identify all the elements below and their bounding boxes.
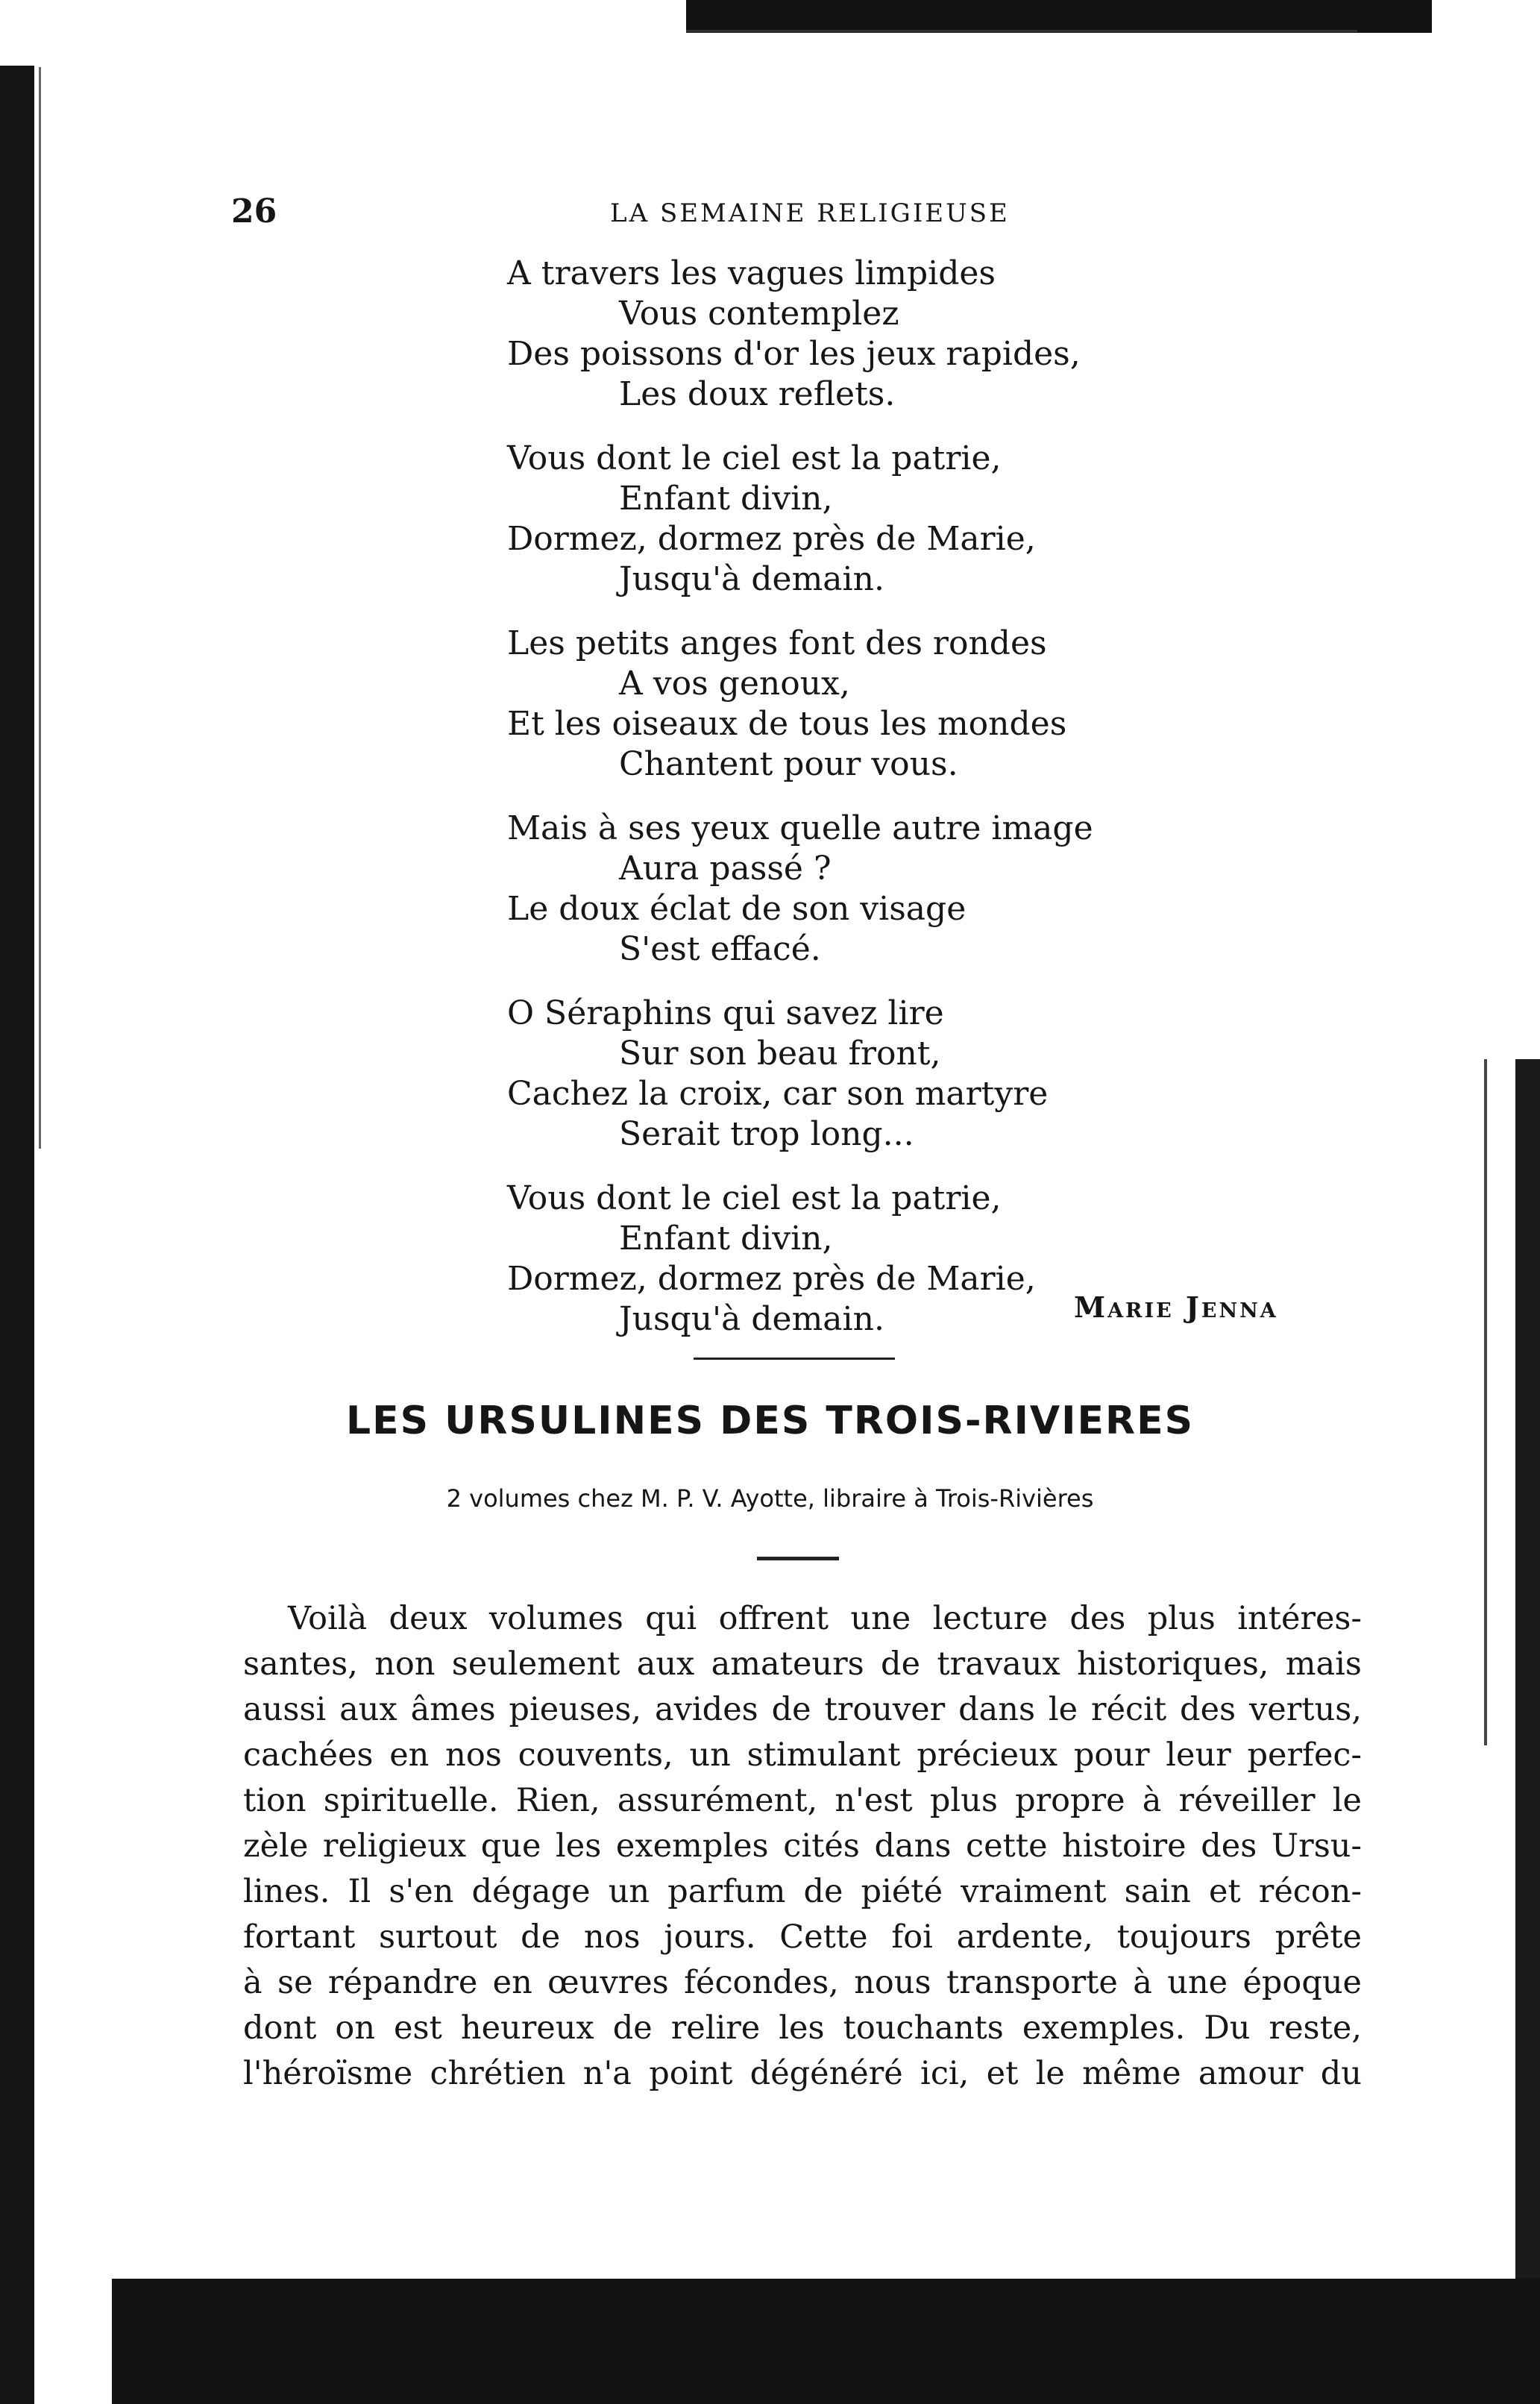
poem (507, 254, 1327, 1363)
poem-verse: A vos genoux, (619, 665, 850, 703)
article-line: tion spirituelle. Rien, assurément, n'est plus propre à réveiller le (243, 1782, 1362, 1819)
poem-verse: Mais à ses yeux quelle autre image (507, 809, 1093, 847)
scan-border-top (686, 0, 1432, 33)
page-header (231, 192, 1350, 237)
article-line: fortant surtout de nos jours. Cette foi ardente, toujours prête (243, 1918, 1362, 1956)
poem-verse: O Séraphins qui savez lire (507, 994, 944, 1032)
poem-verse: Dormez, dormez près de Marie, (507, 1260, 1036, 1298)
poem-verse: Jusqu'à demain. (619, 560, 884, 598)
poem-verse: Cachez la croix, car son martyre (507, 1075, 1049, 1113)
article-line: cachées en nos couvents, un stimulant précieux pour leur perfec- (243, 1736, 1362, 1774)
article-subtitle: 2 volumes chez M. P. V. Ayotte, libraire à Trois-Rivières (446, 1484, 1094, 1513)
poem-verse: Vous contemplez (619, 295, 899, 333)
poem-verse: Les doux reflets. (619, 375, 896, 413)
article-body (243, 1596, 1362, 2097)
article-title: LES URSULINES DES TROIS-RIVIERES (345, 1399, 1195, 1443)
article-line: zèle religieux que les exemples cités dans cette histoire des Ursu- (243, 1827, 1362, 1865)
section-divider (694, 1358, 895, 1360)
running-title: LA SEMAINE RELIGIEUSE (610, 198, 1010, 228)
scan-edge-left (39, 67, 41, 1149)
poem-verse: Les petits anges font des rondes (507, 624, 1047, 662)
scan-line-top (686, 30, 1357, 32)
scan-border-bottom (112, 2279, 1540, 2404)
poem-stanza (507, 994, 1327, 1155)
poem-verse: Chantent pour vous. (619, 745, 958, 783)
poem-verse: Vous dont le ciel est la patrie, (507, 1179, 1002, 1217)
article-line: santes, non seulement aux amateurs de travaux historiques, mais (243, 1645, 1362, 1683)
poem-verse: Le doux éclat de son visage (507, 890, 967, 928)
poem-verse: Sur son beau front, (619, 1035, 941, 1073)
poem-verse: Enfant divin, (619, 1220, 833, 1258)
article-line: lines. Il s'en dégage un parfum de piété vraiment sain et récon- (243, 1873, 1362, 1910)
poem-verse: S'est effacé. (619, 930, 821, 968)
article-line: dont on est heureux de relire les touchants exemples. Du reste, (243, 2009, 1362, 2047)
poem-verse: Des poissons d'or les jeux rapides, (507, 335, 1081, 373)
poem-stanza (507, 809, 1327, 970)
page-number: 26 (231, 192, 277, 230)
article-line: Voilà deux volumes qui offrent une lecture des plus intéres- (288, 1600, 1362, 1637)
title-divider (757, 1557, 839, 1560)
article-line: à se répandre en œuvres fécondes, nous transporte à une époque (243, 1964, 1362, 2001)
scan-border-left (0, 66, 34, 2404)
poem-stanza (507, 624, 1327, 785)
scan-border-right (1515, 1059, 1540, 2404)
poem-verse: Et les oiseaux de tous les mondes (507, 705, 1067, 743)
poem-verse: Aura passé ? (619, 850, 832, 888)
article-line: l'héroïsme chrétien n'a point dégénéré ici, et le même amour du (243, 2055, 1362, 2092)
poem-stanza (507, 439, 1327, 600)
poem-verse: Vous dont le ciel est la patrie, (507, 439, 1002, 477)
poem-signature: Marie Jenna (1074, 1290, 1278, 1324)
poem-verse: Serait trop long... (619, 1115, 914, 1153)
poem-verse: A travers les vagues limpides (507, 254, 996, 292)
poem-stanza (507, 254, 1327, 415)
poem-verse: Jusqu'à demain. (619, 1300, 884, 1338)
article-line: aussi aux âmes pieuses, avides de trouver dans le récit des vertus, (243, 1691, 1362, 1728)
poem-verse: Enfant divin, (619, 480, 833, 518)
poem-verse: Dormez, dormez près de Marie, (507, 520, 1036, 558)
